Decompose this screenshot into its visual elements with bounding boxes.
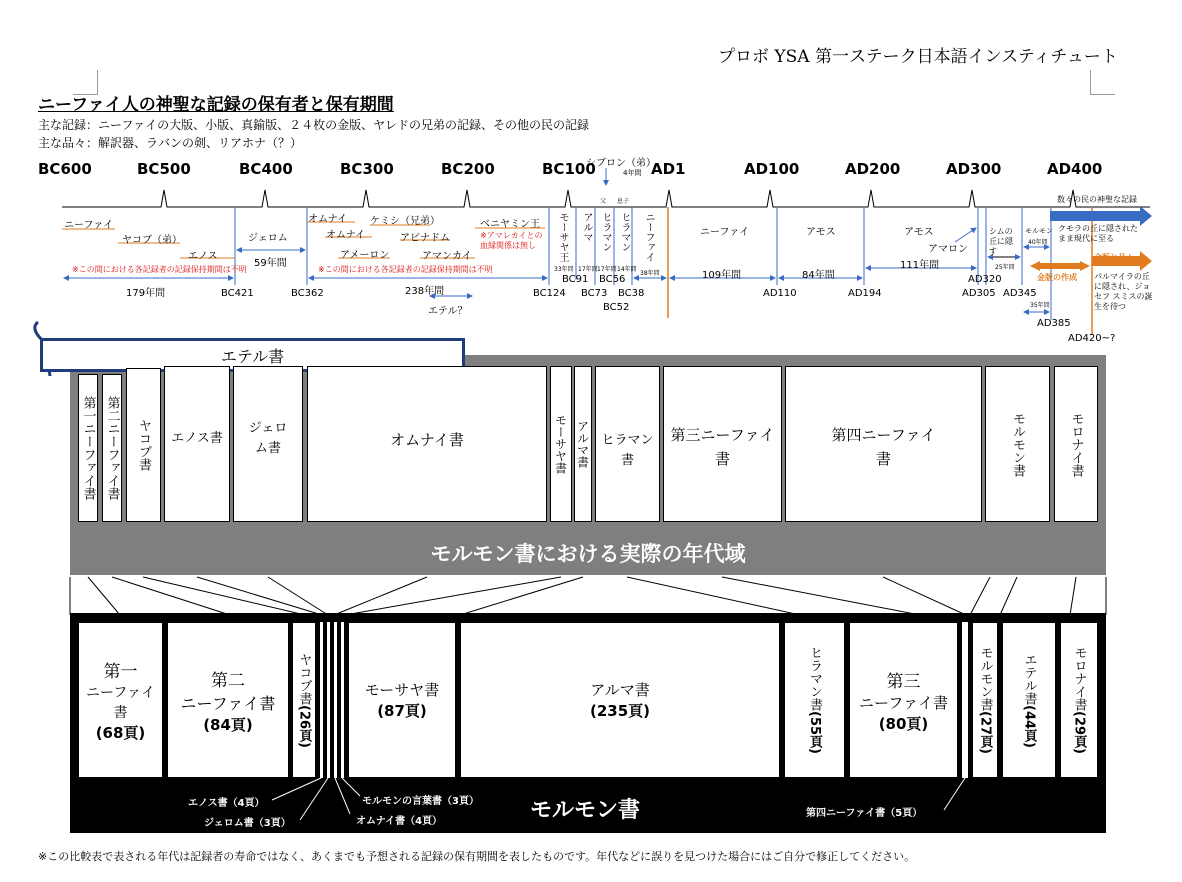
duration-label: 14年間 [617,266,637,273]
date-label: BC124 [533,288,566,299]
keeper-label: アマロン [928,244,968,255]
date-label: BC56 [599,274,626,285]
era-book-label: エノス書 [171,431,223,446]
small-book-label: ジェロム書（3頁） [204,818,291,829]
keeper-label: アメーロン [340,250,390,261]
era-book-label: ヒラマン書 [601,433,654,468]
page-book-pages: (68頁) [95,724,146,742]
era-label: BC100 [542,160,596,178]
page-book-sub: ニーファイ書 [859,693,948,712]
red-note: ※この間における各記録者の記録保持期間は不明 [72,265,247,274]
page-book-title: モルモン書 [977,646,993,711]
footnote: ※この比較表で表される年代は記録者の寿命ではなく、あくまでも予想される記録の保有期間を表したものです。年代などに誤りを見つけた場合にはご自分で修正してください。 [38,850,916,863]
note-label: クモラの丘に隠されたまま現代に至る [1058,224,1138,243]
era-label: AD200 [845,160,901,178]
duration-label: エテル？ [428,306,468,317]
duration-label: 238年間 [405,286,445,297]
page-book-pages: (80頁) [878,714,929,733]
duration-label: 111年間 [900,260,940,271]
page-book-sub: ニーファイ書 [85,685,156,721]
note-label: 息子 [617,198,630,205]
duration-label: 35年間 [1030,302,1050,309]
date-label: AD385 [1037,318,1071,329]
era-banner: モルモン書における実際の年代域 [430,542,746,566]
date-label: BC38 [618,288,645,299]
date-label: BC52 [603,302,630,313]
keeper-label: ニーファイ [643,212,654,262]
records-line: 主な記録：ニーファイの大版、小版、真鍮版、２４枚の金版、ヤレドの兄弟の記録、その他の民の記録 [38,118,590,132]
page-book-pages: (55頁) [807,711,822,754]
keeper-label: エノス [188,251,218,262]
keeper-label: ヤコブ（弟） [122,235,182,246]
date-label: BC421 [221,288,254,299]
era-book-label: モルモン書 [1010,411,1025,477]
era-label: AD400 [1047,160,1103,178]
era-book-label: モロナイ書 [1068,411,1084,477]
note-label: 金版の作成 [1037,273,1077,282]
duration-label: 25年間 [995,264,1015,271]
page-title: ニーファイ人の神聖な記録の保有者と保有期間 [38,95,394,115]
keeper-label: アルマ [581,212,592,242]
red-note: ※この間における各記録者の記録保持期間は不明 [318,265,493,274]
date-label: AD320 [968,274,1002,285]
small-book-label: エノス書（4頁） [188,798,265,809]
keeper-label: ヒラマン [600,212,611,252]
era-label: BC300 [340,160,394,178]
small-book-label: モルモンの言葉書（3頁） [362,796,479,807]
keeper-label: アマンカイ [422,251,472,262]
note-label: シムの丘に隠す [989,227,1013,256]
keeper-label: オムナイ [326,230,366,241]
keeper-label: モルモン [1025,227,1053,235]
era-book-label: ヤコブ書 [136,419,151,471]
era-book-label: 第二ニーファイ書 [104,396,120,500]
page-book-title: モーサヤ書 [364,681,440,699]
era-book-label: モーサヤ書 [553,414,568,474]
date-label: AD345 [1003,288,1037,299]
small-book-label: 第四ニーファイ書（5頁） [806,808,923,819]
era-label: BC400 [239,160,293,178]
note-label: パルマイラの丘に隠され、ジョセフ スミスの誕生を待つ [1094,272,1153,311]
page-book-title: ヒラマン書 [807,646,822,711]
duration-label: 33年間 [554,266,574,273]
date-label: AD110 [763,288,797,299]
keeper-label: ケミシ（兄弟） [370,216,440,227]
era-label: BC200 [441,160,495,178]
date-label: AD194 [848,288,882,299]
page-book-pages: (26頁) [296,704,312,748]
era-book-label: アルマ書 [575,420,590,468]
date-label: BC91 [562,274,589,285]
page-book-title: 第一 [103,662,138,682]
keeper-label: モーサヤ王 [557,212,568,262]
keeper-label: ジェロム [248,233,288,244]
header-text: プロボ YSA 第一ステーク日本語インスティチュート [718,47,1118,67]
keeper-label: シブロン（弟） [586,158,656,169]
duration-label: 38年間 [640,270,660,277]
date-label: AD420~? [1068,333,1116,344]
duration-label: 84年間 [802,270,835,281]
page-book-pages: (27頁) [977,711,993,754]
keeper-label: アモス [904,227,934,238]
era-book-label: 第四ニーファイ書 [831,426,936,468]
date-label: BC362 [291,288,324,299]
keeper-label: アビナドム [400,233,450,244]
small-book-label: オムナイ書（4頁） [356,816,443,827]
era-book-label: 第三ニーファイ書 [670,426,775,468]
note-label: 父 [600,198,607,205]
items-line: 主な品々：解訳器、ラバンの剣、リアホナ（？） [38,136,303,150]
page-book-title: 第二 [211,670,245,691]
note-label: 数々の民の神聖な記録 [1057,195,1137,204]
keeper-label: オムナイ [308,214,348,225]
page-book-pages: (44頁) [1021,704,1037,748]
era-book-label: ジェロム書 [248,421,288,456]
keeper-label: ニーファイ [64,220,114,231]
page-book-sub: ニーファイ書 [180,693,276,713]
keeper-label: ベニヤミン王 [480,219,540,230]
note-label: 4年間 [623,169,642,177]
page-book-pages: (87頁) [377,702,427,720]
red-note: ※アマレカイとの血縁関係は無し [480,231,543,250]
duration-label: 59年間 [254,258,287,269]
note-label: 金版と品々 [1094,253,1134,262]
era-label: BC500 [137,160,191,178]
page-book-title: アルマ書 [590,681,650,699]
duration-label: 179年間 [126,288,166,299]
page-book-title: 第三 [886,671,921,692]
duration-label: 40年間 [1028,239,1048,246]
keeper-label: ニーファイ [700,227,750,238]
page-book-title: ヤコブ書 [296,652,312,705]
page-book-title: モロナイ書 [1071,646,1087,711]
era-label: BC600 [38,160,92,178]
era-label: AD300 [946,160,1002,178]
date-label: BC73 [581,288,608,299]
page-book-pages: (29頁) [1071,711,1087,754]
era-label: AD1 [651,160,686,178]
keeper-label: ヒラマン [619,212,630,252]
ether-book-label: エテル書 [220,346,285,366]
date-label: AD305 [962,288,996,299]
keeper-label: アモス [806,227,836,238]
page-book-pages: (84頁) [203,715,253,734]
duration-label: 17年間 [578,266,598,273]
era-label: AD100 [744,160,800,178]
page-book-pages: (235頁) [589,702,651,720]
duration-label: 17年間 [597,266,617,273]
duration-label: 109年間 [702,270,742,281]
bom-banner: モルモン書 [530,798,641,823]
page-book-title: エテル書 [1021,652,1037,705]
era-book-label: オムナイ書 [390,431,464,449]
era-book-label: 第一ニーファイ書 [80,396,96,500]
